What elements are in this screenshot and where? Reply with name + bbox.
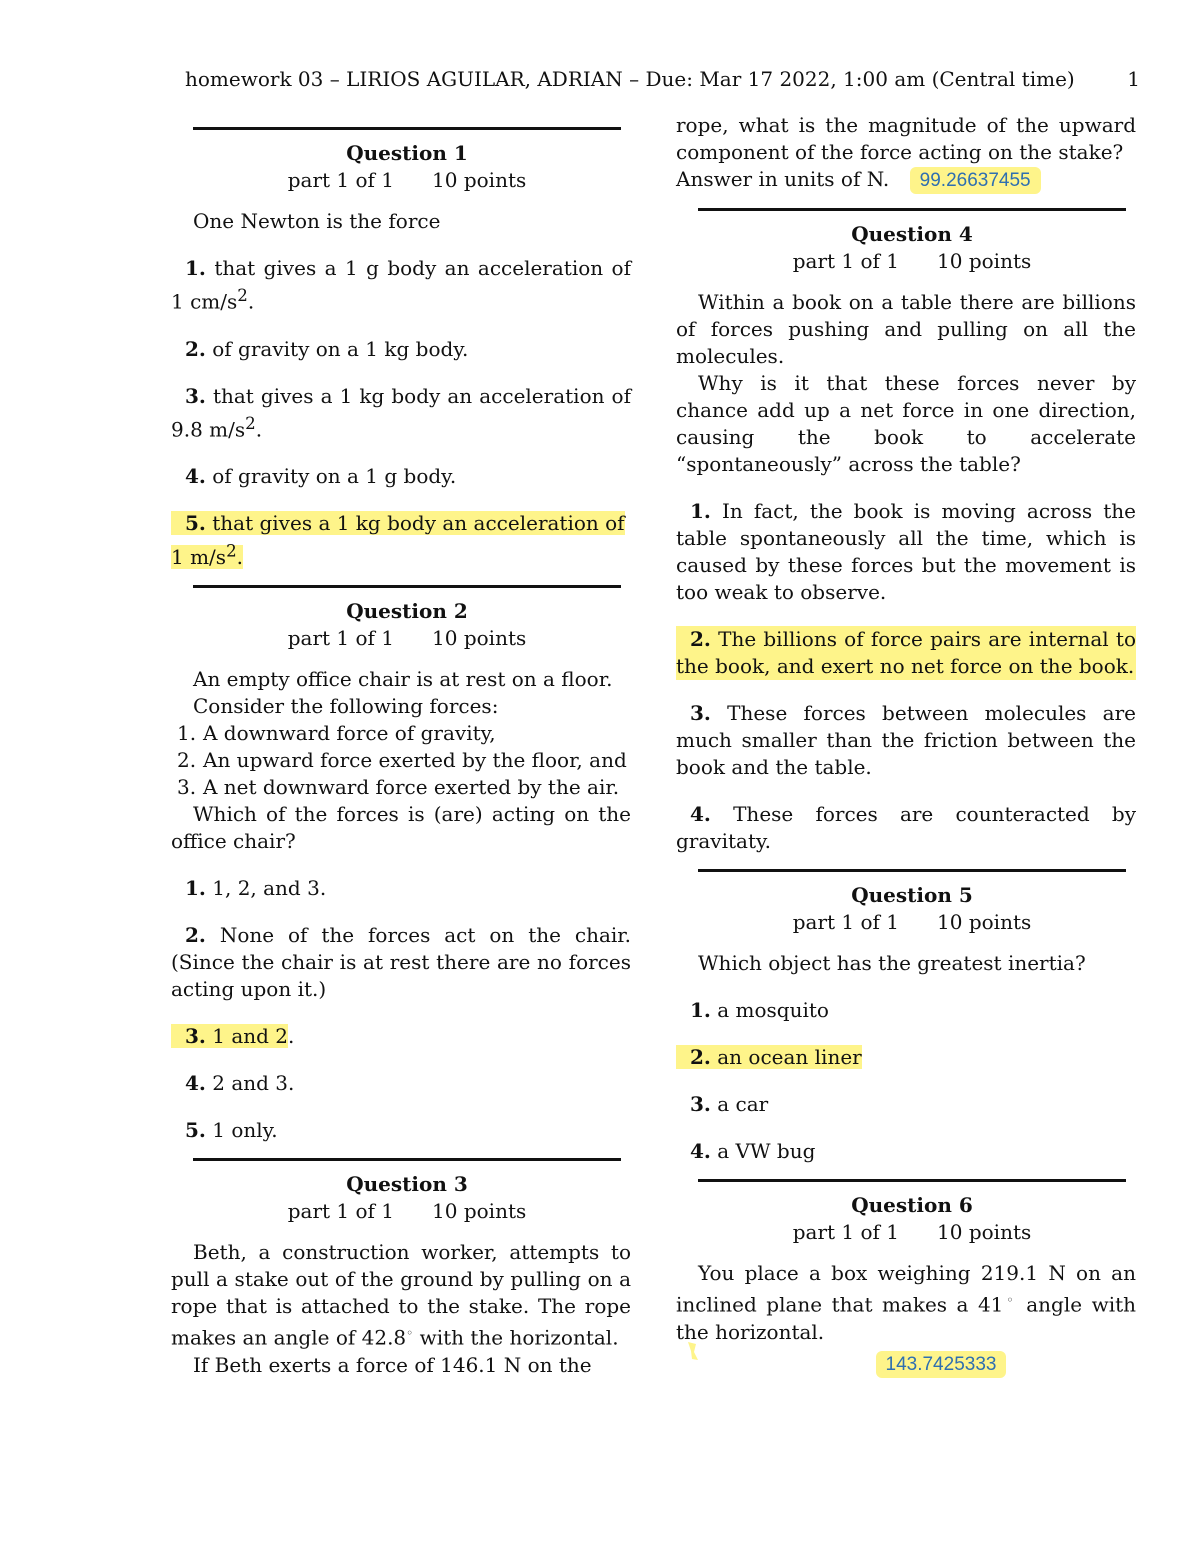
question-4-header (688, 221, 1136, 275)
choice-1[interactable]: 1. 1, 2, and 3. (185, 875, 327, 900)
choice-3[interactable]: 3. These forces between molecules are much smaller than the friction between the book and the table. (676, 701, 1136, 779)
question-divider (193, 127, 621, 130)
answer-field[interactable]: 143.7425333 (876, 1351, 1007, 1378)
choice-5[interactable]: 5. 1 only. (185, 1117, 278, 1142)
choice-2-selected[interactable]: 2. an ocean liner (676, 1044, 1136, 1071)
question-title: Question 1 (346, 141, 468, 165)
list-item: 3. A net downward force exerted by the air. (177, 774, 620, 799)
highlighter-mark-icon (686, 1340, 700, 1362)
question-prompt: Beth, a construction worker, attempts to pull a stake out of the ground by pulling on a rope that is attached to the stake. The rope makes an angle of 42.8◦ with the horizontal. (171, 1239, 631, 1350)
answer-units-line: Answer in units of N. 99.26637455 (676, 166, 1136, 194)
choice-2-selected[interactable]: 2. The billions of force pairs are internal to the book, and exert no net force on the book. (676, 627, 1136, 678)
question-divider (193, 585, 621, 588)
part-label: part 1 of 1 (287, 1198, 395, 1223)
question-1-header (183, 140, 631, 194)
points-label: 10 points (937, 910, 1032, 934)
choice-4[interactable]: 4. a VW bug (690, 1139, 816, 1163)
question-2-header (183, 598, 631, 652)
part-label: part 1 of 1 (287, 168, 395, 192)
question-prompt: Consider the following forces: (193, 693, 499, 718)
answer-field[interactable]: 99.26637455 (910, 167, 1041, 194)
points-label: 10 points (937, 1220, 1032, 1244)
question-6-header (688, 1192, 1136, 1246)
question-divider (193, 1158, 621, 1161)
question-divider (698, 208, 1126, 211)
choice-1[interactable]: 1. that gives a 1 g body an acceleration of 1 $cm/s^2$. (171, 256, 631, 314)
question-divider (698, 1179, 1126, 1182)
header-prefix: homework 03 – (185, 67, 347, 91)
choice-2[interactable]: 2. of gravity on a 1 kg body. (185, 336, 469, 361)
question-3-header (183, 1171, 631, 1225)
right-column (676, 112, 1136, 1378)
question-title: Question 6 (851, 1193, 973, 1217)
choice-2[interactable]: 2. None of the forces act on the chair. (Since the chair is at rest there are no forces acting upon it.) (171, 922, 631, 1001)
choice-4[interactable]: 4. of gravity on a 1 g body. (185, 464, 457, 489)
part-label: part 1 of 1 (792, 249, 900, 273)
part-label: part 1 of 1 (792, 1220, 900, 1244)
question-prompt-continued: rope, what is the magnitude of the upward component of the force acting on the stake? (676, 113, 1136, 164)
student-name: LIRIOS AGUILAR, ADRIAN (346, 67, 623, 91)
page-header (185, 66, 1140, 93)
question-prompt: You place a box weighing 219.1 N on an inclined plane that makes a 41◦ angle with the horizontal. (676, 1261, 1137, 1344)
question-title: Question 3 (346, 1171, 468, 1196)
question-prompt: Why is it that these forces never by chance add up a net force in one direction, causing the book to accelerate “spontaneously” across the table? (676, 371, 1136, 476)
due-date: – Due: Mar 17 2022, 1:00 am (Central time) (622, 67, 1075, 91)
choice-1[interactable]: 1. a mosquito (690, 998, 829, 1022)
choice-3-selected[interactable]: 3. 1 and 2. (171, 1023, 631, 1050)
part-label: part 1 of 1 (287, 625, 395, 650)
choice-4[interactable]: 4. These forces are counteracted by gravitaty. (676, 802, 1136, 853)
list-item: 2. An upward force exerted by the floor, and (177, 747, 627, 772)
question-prompt: If Beth exerts a force of 146.1 N on the (193, 1352, 592, 1377)
question-prompt: Which of the forces is (are) acting on the office chair? (171, 801, 631, 853)
question-prompt: Within a book on a table there are billions of forces pushing and pulling on all the molecules. (676, 290, 1136, 368)
choice-3[interactable]: 3. that gives a 1 kg body an acceleration of 9.8 $m/s^2$. (171, 383, 631, 442)
question-prompt: Which object has the greatest inertia? (698, 951, 1086, 975)
points-label: 10 points (432, 168, 527, 192)
choice-3[interactable]: 3. a car (690, 1092, 769, 1116)
points-label: 10 points (432, 625, 527, 650)
question-title: Question 2 (346, 598, 468, 623)
question-prompt: One Newton is the force (193, 209, 441, 233)
choice-5-selected[interactable]: 5. that gives a 1 kg body an acceleration of 1 $m/s^2$. (171, 511, 625, 569)
points-label: 10 points (937, 249, 1032, 273)
question-title: Question 5 (851, 883, 973, 907)
choice-1[interactable]: 1. In fact, the book is moving across the table spontaneously all the time, which is caused by these forces but the movement is too weak to observe. (676, 499, 1137, 604)
points-label: 10 points (432, 1198, 527, 1223)
question-title: Question 4 (851, 222, 973, 246)
question-divider (698, 869, 1126, 872)
list-item: 1. A downward force of gravity, (177, 720, 496, 745)
page-number: 1 (1127, 67, 1140, 91)
question-prompt: An empty office chair is at rest on a floor. (193, 666, 613, 691)
choice-4[interactable]: 4. 2 and 3. (185, 1070, 295, 1095)
part-label: part 1 of 1 (792, 910, 900, 934)
question-5-header (688, 882, 1136, 936)
left-column (171, 127, 631, 1379)
